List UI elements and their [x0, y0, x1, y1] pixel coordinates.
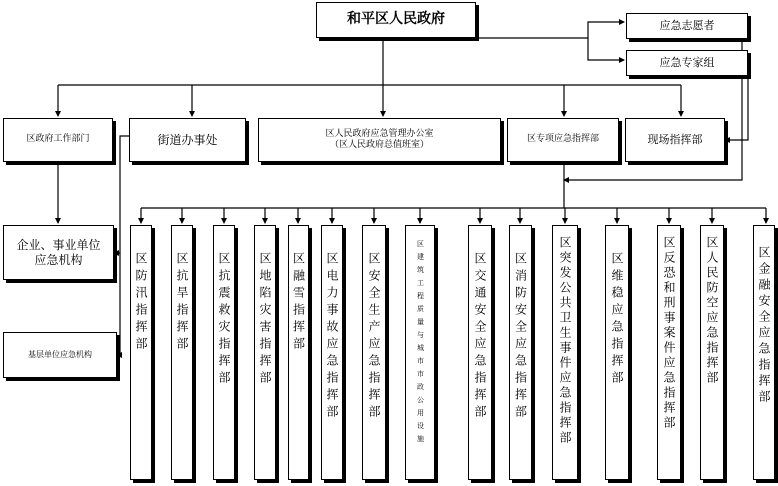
command-construction: [405, 225, 435, 480]
grassroots-units-label: 基层单位应急机构: [28, 350, 92, 359]
command-production-safety-label: 区安全生产应急指挥部: [367, 252, 381, 422]
command-flood: [130, 225, 152, 480]
command-counterterrorism: [657, 225, 681, 480]
command-fire: [509, 225, 532, 480]
command-financial-label: 区金融安全应急指挥部: [757, 246, 771, 406]
command-civil-defense: [700, 225, 724, 480]
enterprise-units-box: [3, 225, 114, 280]
command-power: [321, 225, 343, 480]
command-snowmelt: [288, 225, 309, 480]
expert-group-label: 应急专家组: [659, 56, 715, 70]
command-earthquake: [213, 225, 235, 480]
volunteers-label: 应急志愿者: [659, 19, 715, 33]
special-command-label: 区专项应急指挥部: [526, 134, 599, 145]
command-stability: [605, 225, 629, 480]
command-counterterrorism-label: 区反恐和刑事案件应急指挥部: [662, 236, 676, 431]
command-public-health: [552, 225, 578, 480]
command-flood-label: 区防汛指挥部: [134, 252, 148, 354]
volunteers-box: [626, 13, 748, 39]
command-financial: [753, 225, 775, 480]
emergency-office-label: 区人民政府应急管理办公室 （区人民政府总值班室）: [325, 128, 434, 150]
command-public-health-label: 区突发公共卫生事件应急指挥部: [558, 236, 572, 446]
district-government-label: 和平区人民政府: [347, 11, 445, 28]
command-snowmelt-label: 区融雪指挥部: [291, 252, 306, 354]
command-earthquake-label: 区抗震救灾指挥部: [217, 252, 231, 388]
command-construction-label: 区建筑工程质量与城市市政公用设施: [416, 240, 425, 448]
subdistrict-office-label: 街道办事处: [157, 132, 218, 147]
command-subsidence-label: 区地陷灾害指挥部: [258, 252, 272, 388]
emergency-office-box: [258, 118, 501, 162]
command-power-label: 区电力事故应急指挥部: [325, 252, 339, 422]
onsite-command-label: 现场指挥部: [647, 133, 703, 147]
command-subsidence: [254, 225, 276, 480]
grassroots-units-box: [3, 332, 117, 378]
district-government-box: [316, 2, 476, 38]
command-fire-label: 区消防安全应急指挥部: [513, 252, 528, 422]
government-departments-box: [3, 118, 113, 162]
government-departments-label: 区政府工作部门: [26, 134, 90, 145]
subdistrict-office-box: [129, 118, 246, 162]
command-civil-defense-label: 区人民防空应急指挥部: [705, 236, 719, 386]
command-traffic-label: 区交通安全应急指挥部: [473, 252, 487, 422]
command-production-safety: [362, 225, 386, 480]
command-stability-label: 区维稳应急指挥部: [610, 252, 624, 388]
onsite-command-box: [625, 118, 725, 162]
command-drought: [171, 225, 193, 480]
command-traffic: [468, 225, 492, 480]
special-command-box: [507, 118, 619, 162]
enterprise-units-label: 企业、事业单位 应急机构: [16, 237, 101, 267]
expert-group-box: [626, 50, 748, 76]
command-drought-label: 区抗旱指挥部: [175, 252, 189, 354]
